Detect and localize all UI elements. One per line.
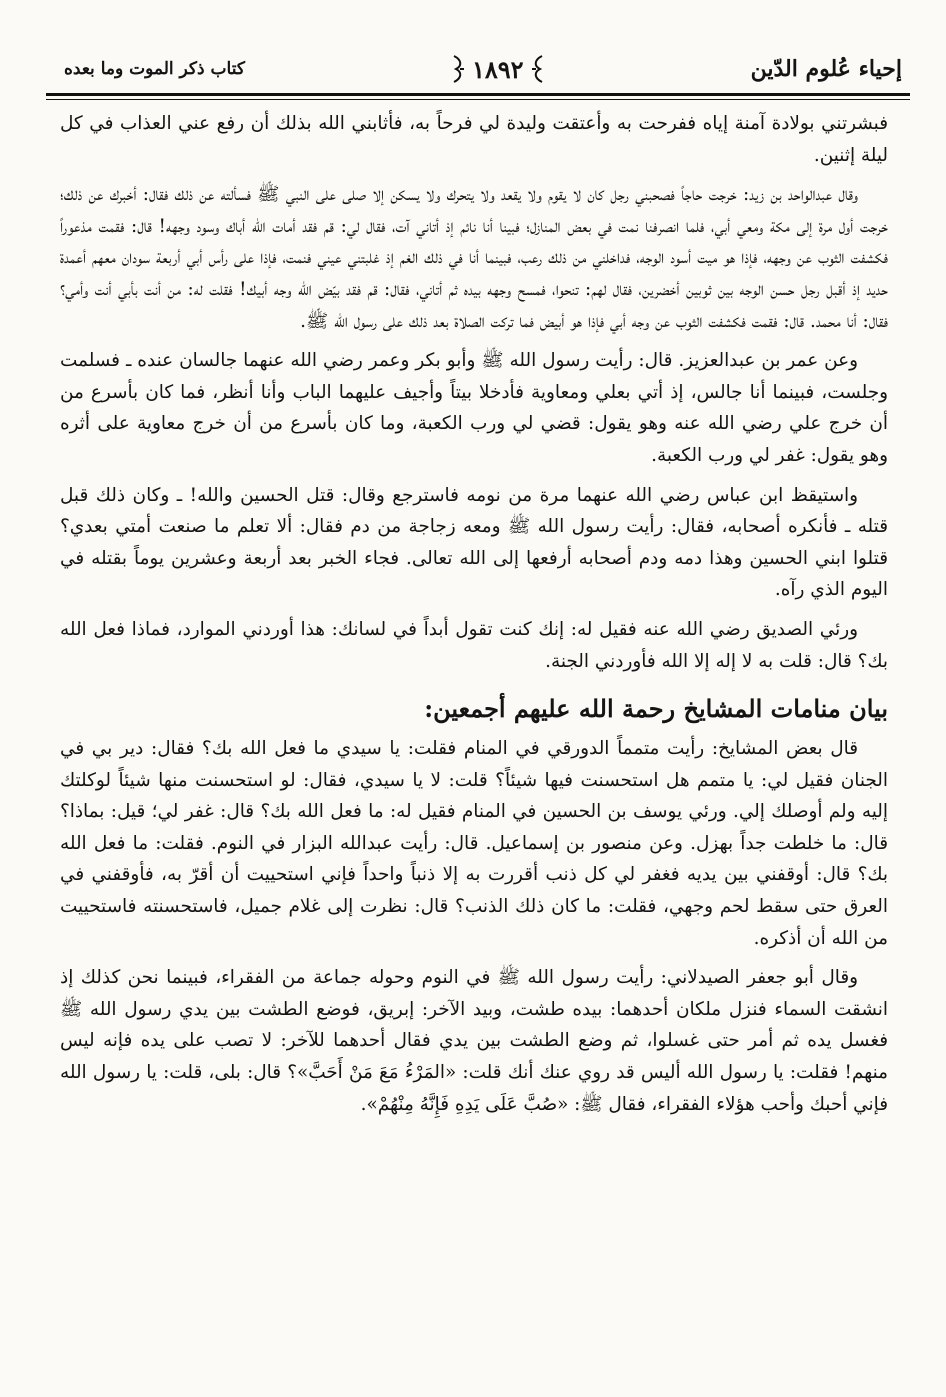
page-body — [60, 108, 888, 1128]
paragraph: وقال أبو جعفر الصيدلاني: رأيت رسول الله ﷺ في النوم وحوله جماعة من الفقراء، فبينما نحن كذلك إذ انشقت السماء فنزل ملكان أحدهما: بيده طشت، وبيد الآخر: إبريق، فوضع الطشت بين يدي رسول الله ﷺ فغسل يده ثم أمر حتى غسلوا، ثم وضع الطشت بين يدي فقال أحدهما للآخر: لا تصب على يده فإنه ليس منهم! فقلت: يا رسول الله أليس قد روي عنك أنك قلت: «المَرْءُ مَعَ مَنْ أَحَبَّ»؟ قال: بلى، قلت: يا رسول الله فإني أحبك وأحب هؤلاء الفقراء، فقال ﷺ: «صُبَّ عَلَى يَدِهِ فَإِنَّهُ مِنْهُمْ». — [60, 967, 888, 1115]
page-header — [64, 46, 902, 92]
header-rule — [46, 93, 910, 100]
book-title: إحياء عُلوم الدّين — [750, 56, 902, 82]
page-number-block — [450, 54, 546, 84]
section-heading: بيان منامات المشايخ رحمة الله عليهم أجمعين: — [424, 694, 888, 724]
paragraph: واستيقظ ابن عباس رضي الله عنهما مرة من نومه فاسترجع وقال: قتل الحسين والله! ـ وكان ذلك قبل قتله ـ فأنكره أصحابه، فقال: رأيت رسول الله ﷺ ومعه زجاجة من دم فقال: ألا تعلم ما صنعت أمتي بعدي؟ قتلوا ابني الحسين وهذا دمه ودم أصحابه أرفعها إلى الله تعالى. فجاء الخبر بعد أربعة وعشرين يوماً بقتله في اليوم الذي رآه. — [60, 484, 888, 601]
paragraph: فبشرتني بولادة آمنة إياه ففرحت به وأعتقت وليدة لي فرحاً به، فأثابني الله بذلك أن رفع عني العذاب في كل ليلة إثنين. — [60, 113, 888, 166]
paragraph: قال بعض المشايخ: رأيت متمماً الدورقي في المنام فقلت: يا سيدي ما فعل الله بك؟ فقال: دير بي في الجنان فقيل لي: يا متمم هل استحسنت فيها شيئاً؟ قلت: لا يا سيدي، فقال: لو استحسنت منها شيئاً لوكلتك إليه ولم أوصلك إلي. ورئي يوسف بن الحسين في المنام فقيل له: ما فعل الله بك؟ قال: غفر لي؛ قيل: بماذا؟ قال: ما خلطت جداً بهزل. وعن منصور بن إسماعيل. قال: رأيت عبدالله البزار في النوم. فقلت: ما فعل الله بك؟ قال: أوقفني بين يديه فغفر لي كل ذنب أقررت به إلا ذنباً واحداً فإني استحييت أن أقرّ به، فأوقفني في العرق حتى سقط لحم وجهي، فقلت: ما كان ذلك الذنب؟ قال: نظرت إلى غلام جميل، فاستحسنته فاستحييت من الله أن أذكره. — [60, 738, 888, 949]
chapter-title: كتاب ذكر الموت وما بعده — [64, 59, 245, 79]
ornament-right-icon — [530, 54, 546, 84]
page-number: ١٨٩٢ — [472, 54, 524, 84]
paragraph: وقال عبدالواحد بن زيد: خرجت حاجاً فصحبني رجل كان لا يقوم ولا يقعد ولا يتحرك ولا يسكن إلا صلى على النبي ﷺ فسألته عن ذلك فقال: أخبرك عن ذلك؛ خرجت أول مرة إلى مكة ومعي أبي، فلما انصرفنا نمت في بعض المنازل؛ فبينا أنا نائم إذ أتاني آت، فقال لي: قم فقد أمات الله أباك وسود وجهه! قال: فقمت مذعوراً فكشفت الثوب عن وجهه، فإذا هو ميت أسود الوجه، فداخلني من ذلك رعب، فبينما أنا في ذلك الغم إذ غلبتني عيني فنمت، فإذا على رأس أبي أربعة سودان معهم أعمدة حديد إذ أقبل رجل حسن الوجه بين ثوبين أخضرين، فقال لهم: تنحوا، فمسح وجهه بيده ثم أتاني، فقال: قم فقد بيّض الله وجه أبيك! فقلت له: من أنت بأبي أنت وأمي؟ فقال: أنا محمد. قال: فقمت فكشفت الثوب عن وجه أبي فإذا هو أبيض فما تركت الصلاة بعد ذلك على رسول الله ﷺ. — [60, 184, 888, 332]
paragraph: ورئي الصديق رضي الله عنه فقيل له: إنك كنت تقول أبداً في لسانك: هذا أوردني الموارد، فماذا فعل الله بك؟ قال: قلت به لا إله إلا الله فأوردني الجنة. — [60, 618, 888, 672]
paragraph: وعن عمر بن عبدالعزيز. قال: رأيت رسول الله ﷺ وأبو بكر وعمر رضي الله عنهما جالسان عنده ـ فسلمت وجلست، فبينما أنا جالس، إذ أتي بعلي ومعاوية فأدخلا بيتاً وأجيف عليهما الباب وأنا أنظر، فما كان بأسرع من أن خرج علي رضي الله عنه وهو يقول: قضي لي ورب الكعبة، وما كان بأسرع من أن خرج معاوية على أثره وهو يقول: غفر لي ورب الكعبة. — [60, 350, 888, 466]
ornament-left-icon — [450, 54, 466, 84]
